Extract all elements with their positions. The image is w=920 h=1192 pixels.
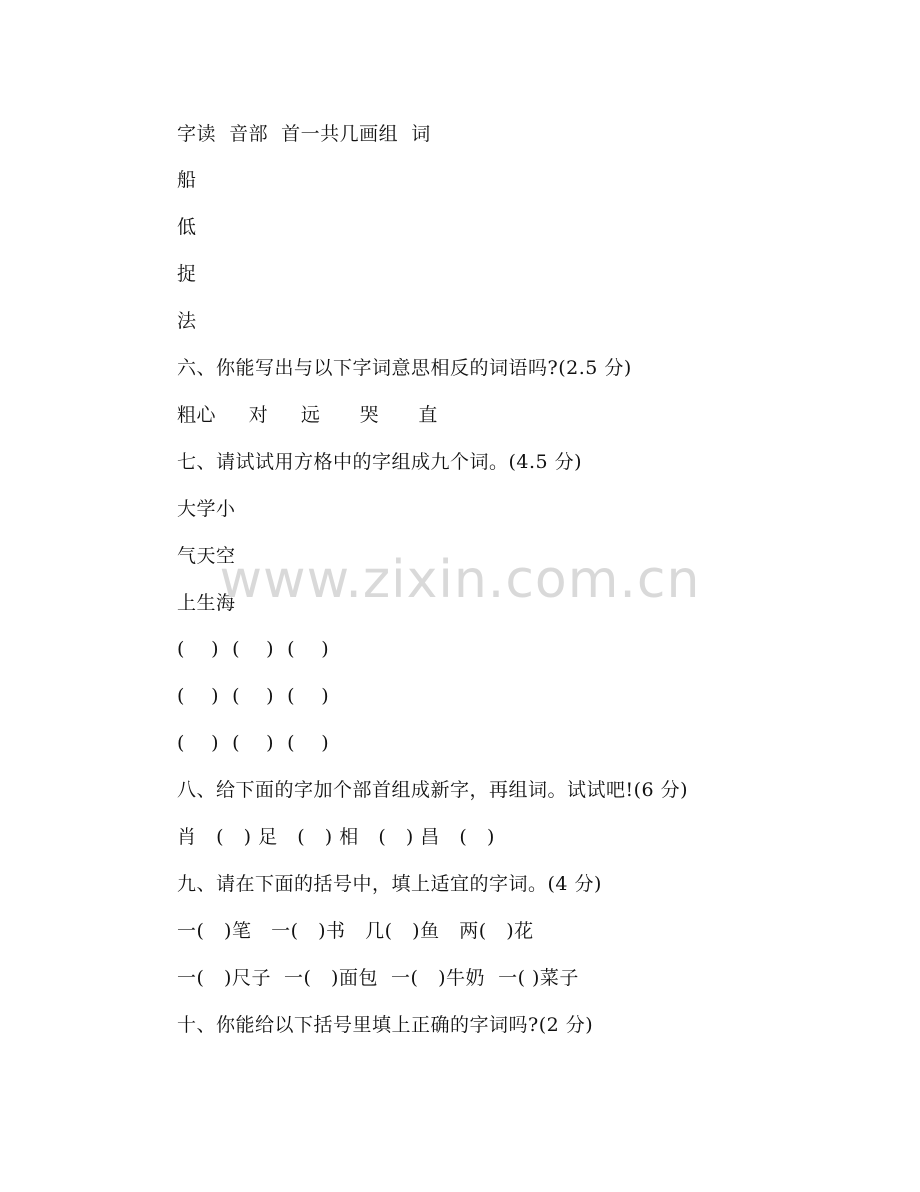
blank-row-1: ( ) ( ) ( ) xyxy=(177,638,330,660)
grid-row-1: 大学小 xyxy=(177,498,236,520)
blank-row-3: ( ) ( ) ( ) xyxy=(177,732,330,754)
watermark: www.zixin.com.cn xyxy=(219,550,701,610)
grid-row-3: 上生海 xyxy=(177,592,236,614)
question-8-items: 肖 ( ) 足 ( ) 相 ( ) 昌 ( ) xyxy=(177,826,495,848)
question-6-words: 粗心 对 远 哭 直 xyxy=(177,404,438,426)
question-9-heading: 九、请在下面的括号中，填上适宜的字词。(4 分) xyxy=(177,873,602,895)
question-9-items-1: 一( )笔 一( )书 几( )鱼 两( )花 xyxy=(177,920,534,942)
char-row-zhuo: 捉 xyxy=(177,263,197,285)
char-row-chuan: 船 xyxy=(177,169,197,191)
table-header-line: 字读 音部 首一共几画组 词 xyxy=(177,123,431,145)
blank-row-2: ( ) ( ) ( ) xyxy=(177,685,330,707)
char-row-di: 低 xyxy=(177,216,197,238)
question-7-heading: 七、请试试用方格中的字组成九个词。(4.5 分) xyxy=(177,451,583,473)
question-6-heading: 六、你能写出与以下字词意思相反的词语吗?(2.5 分) xyxy=(177,357,632,379)
grid-row-2: 气天空 xyxy=(177,545,236,567)
question-10-heading: 十、你能给以下括号里填上正确的字词吗?(2 分) xyxy=(177,1014,594,1036)
char-row-fa: 法 xyxy=(177,310,197,332)
question-9-items-2: 一( )尺子 一( )面包 一( )牛奶 一( )菜子 xyxy=(177,967,579,989)
question-8-heading: 八、给下面的字加个部首组成新字，再组词。试试吧!(6 分) xyxy=(177,779,689,801)
